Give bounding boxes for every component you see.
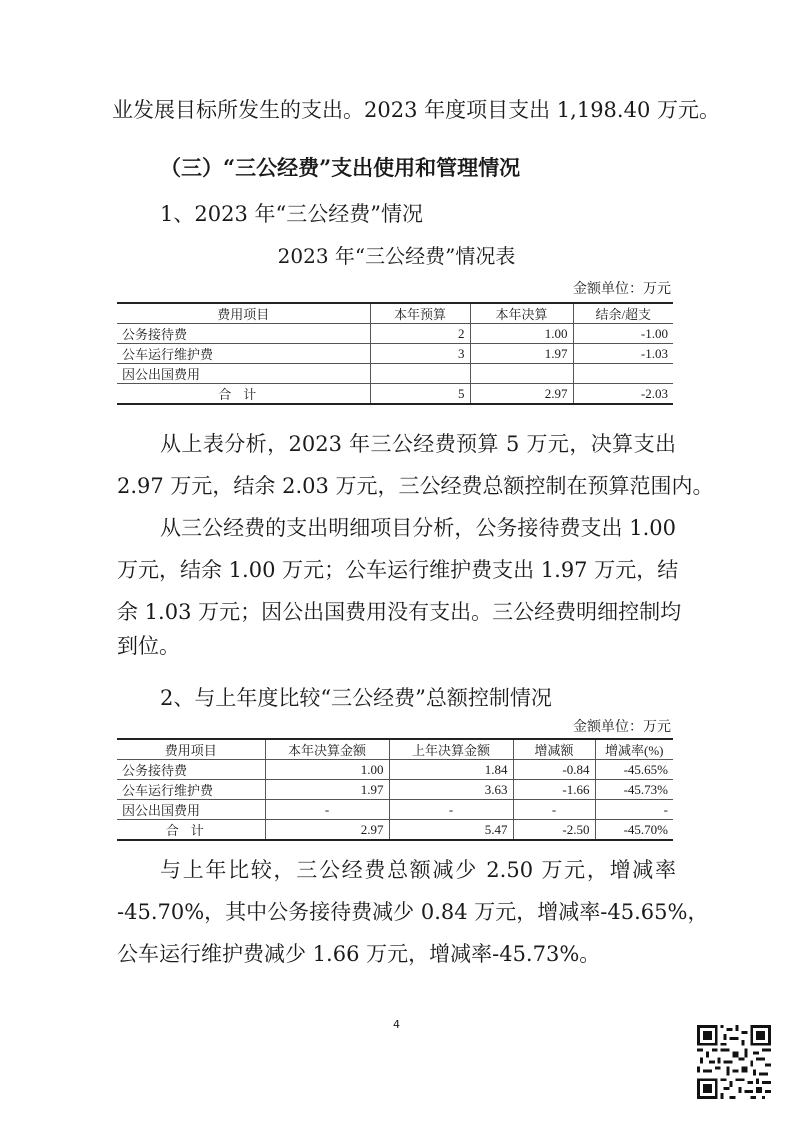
table2-header: 本年决算金额 [265,739,389,760]
table1-header: 费用项目 [117,303,370,324]
table-cell: 因公出国费用 [117,800,265,820]
table-cell: 公务接待费 [117,324,370,344]
analysis2-line: 余 1.03 万元；因公出国费用没有支出。三公经费明细控制均 [117,600,682,624]
table1-title: 2023 年“三公经费”情况表 [277,244,516,268]
table-cell: 1.84 [389,760,513,780]
analysis2-line: 从三公经费的支出明细项目分析，公务接待费支出 1.00 [160,516,676,540]
table-cell: 因公出国费用 [117,364,370,384]
table-cell: 2.97 [470,384,573,405]
table-row [117,800,673,820]
table1-unit: 金额单位：万元 [573,281,671,297]
table-cell: -1.03 [573,344,673,364]
intro-line: 业发展目标所发生的支出。2023 年度项目支出 1,198.40 万元。 [112,98,720,122]
table-row [117,780,673,800]
sub1-heading: 1、2023 年“三公经费”情况 [160,202,423,226]
table2-header-row [117,739,673,760]
table2-unit: 金额单位：万元 [573,719,671,735]
table-cell: 3.63 [389,780,513,800]
table-cell: 5.47 [389,820,513,841]
table-cell: 公车运行维护费 [117,780,265,800]
table2-header: 增减额 [513,739,595,760]
analysis1-line: 从上表分析，2023 年三公经费预算 5 万元，决算支出 [160,432,676,456]
table-cell [370,364,470,384]
table-cell: - [265,800,389,820]
table-cell: 3 [370,344,470,364]
table-cell: -45.70% [595,820,673,841]
table-cell: - [595,800,673,820]
section-heading: （三）“三公经费”支出使用和管理情况 [160,155,521,180]
analysis3-line: 公车运行维护费减少 1.66 万元，增减率-45.73%。 [117,942,601,966]
table-row [117,344,673,364]
table-cell: -45.65% [595,760,673,780]
analysis2-line: 万元，结余 1.00 万元；公车运行维护费支出 1.97 万元，结 [117,558,679,582]
table-cell: 1.00 [470,324,573,344]
table1-header-row [117,303,673,324]
table-cell: 公车运行维护费 [117,344,370,364]
table-cell: -2.03 [573,384,673,405]
table-cell: 2 [370,324,470,344]
table-cell: 1.00 [265,760,389,780]
analysis1-line: 2.97 万元，结余 2.03 万元，三公经费总额控制在预算范围内。 [117,474,714,498]
table-cell: -1.00 [573,324,673,344]
table-cell [573,364,673,384]
table-row [117,324,673,344]
table1 [117,302,673,405]
table-row-total [117,820,673,841]
table2-header: 上年决算金额 [389,739,513,760]
qr-code-icon [697,1025,771,1099]
table-cell: - [513,800,595,820]
table-row-total [117,384,673,405]
table-row [117,364,673,384]
table-cell [470,364,573,384]
table-cell: -45.73% [595,780,673,800]
analysis3-line: -45.70%，其中公务接待费减少 0.84 万元，增减率-45.65%， [117,900,709,924]
table2-header: 费用项目 [117,739,265,760]
table2 [117,738,673,841]
table2-header: 增减率(%) [595,739,673,760]
table1-header: 本年预算 [370,303,470,324]
table-cell: 5 [370,384,470,405]
table-cell: 合计 [117,384,370,405]
analysis2-line: 到位。 [117,634,180,658]
table-cell: -2.50 [513,820,595,841]
table-cell: 1.97 [470,344,573,364]
table-cell: - [389,800,513,820]
table-cell: 公务接待费 [117,760,265,780]
page-number: 4 [393,1018,400,1031]
table1-header: 结余/超支 [573,303,673,324]
table-cell: -1.66 [513,780,595,800]
table-cell: 合计 [117,820,265,841]
table1-header: 本年决算 [470,303,573,324]
table-cell: 2.97 [265,820,389,841]
analysis3-line: 与上年比较，三公经费总额减少 2.50 万元，增减率 [160,858,676,882]
table-row [117,760,673,780]
sub2-heading: 2、与上年度比较“三公经费”总额控制情况 [160,686,552,710]
table-cell: 1.97 [265,780,389,800]
table-cell: -0.84 [513,760,595,780]
